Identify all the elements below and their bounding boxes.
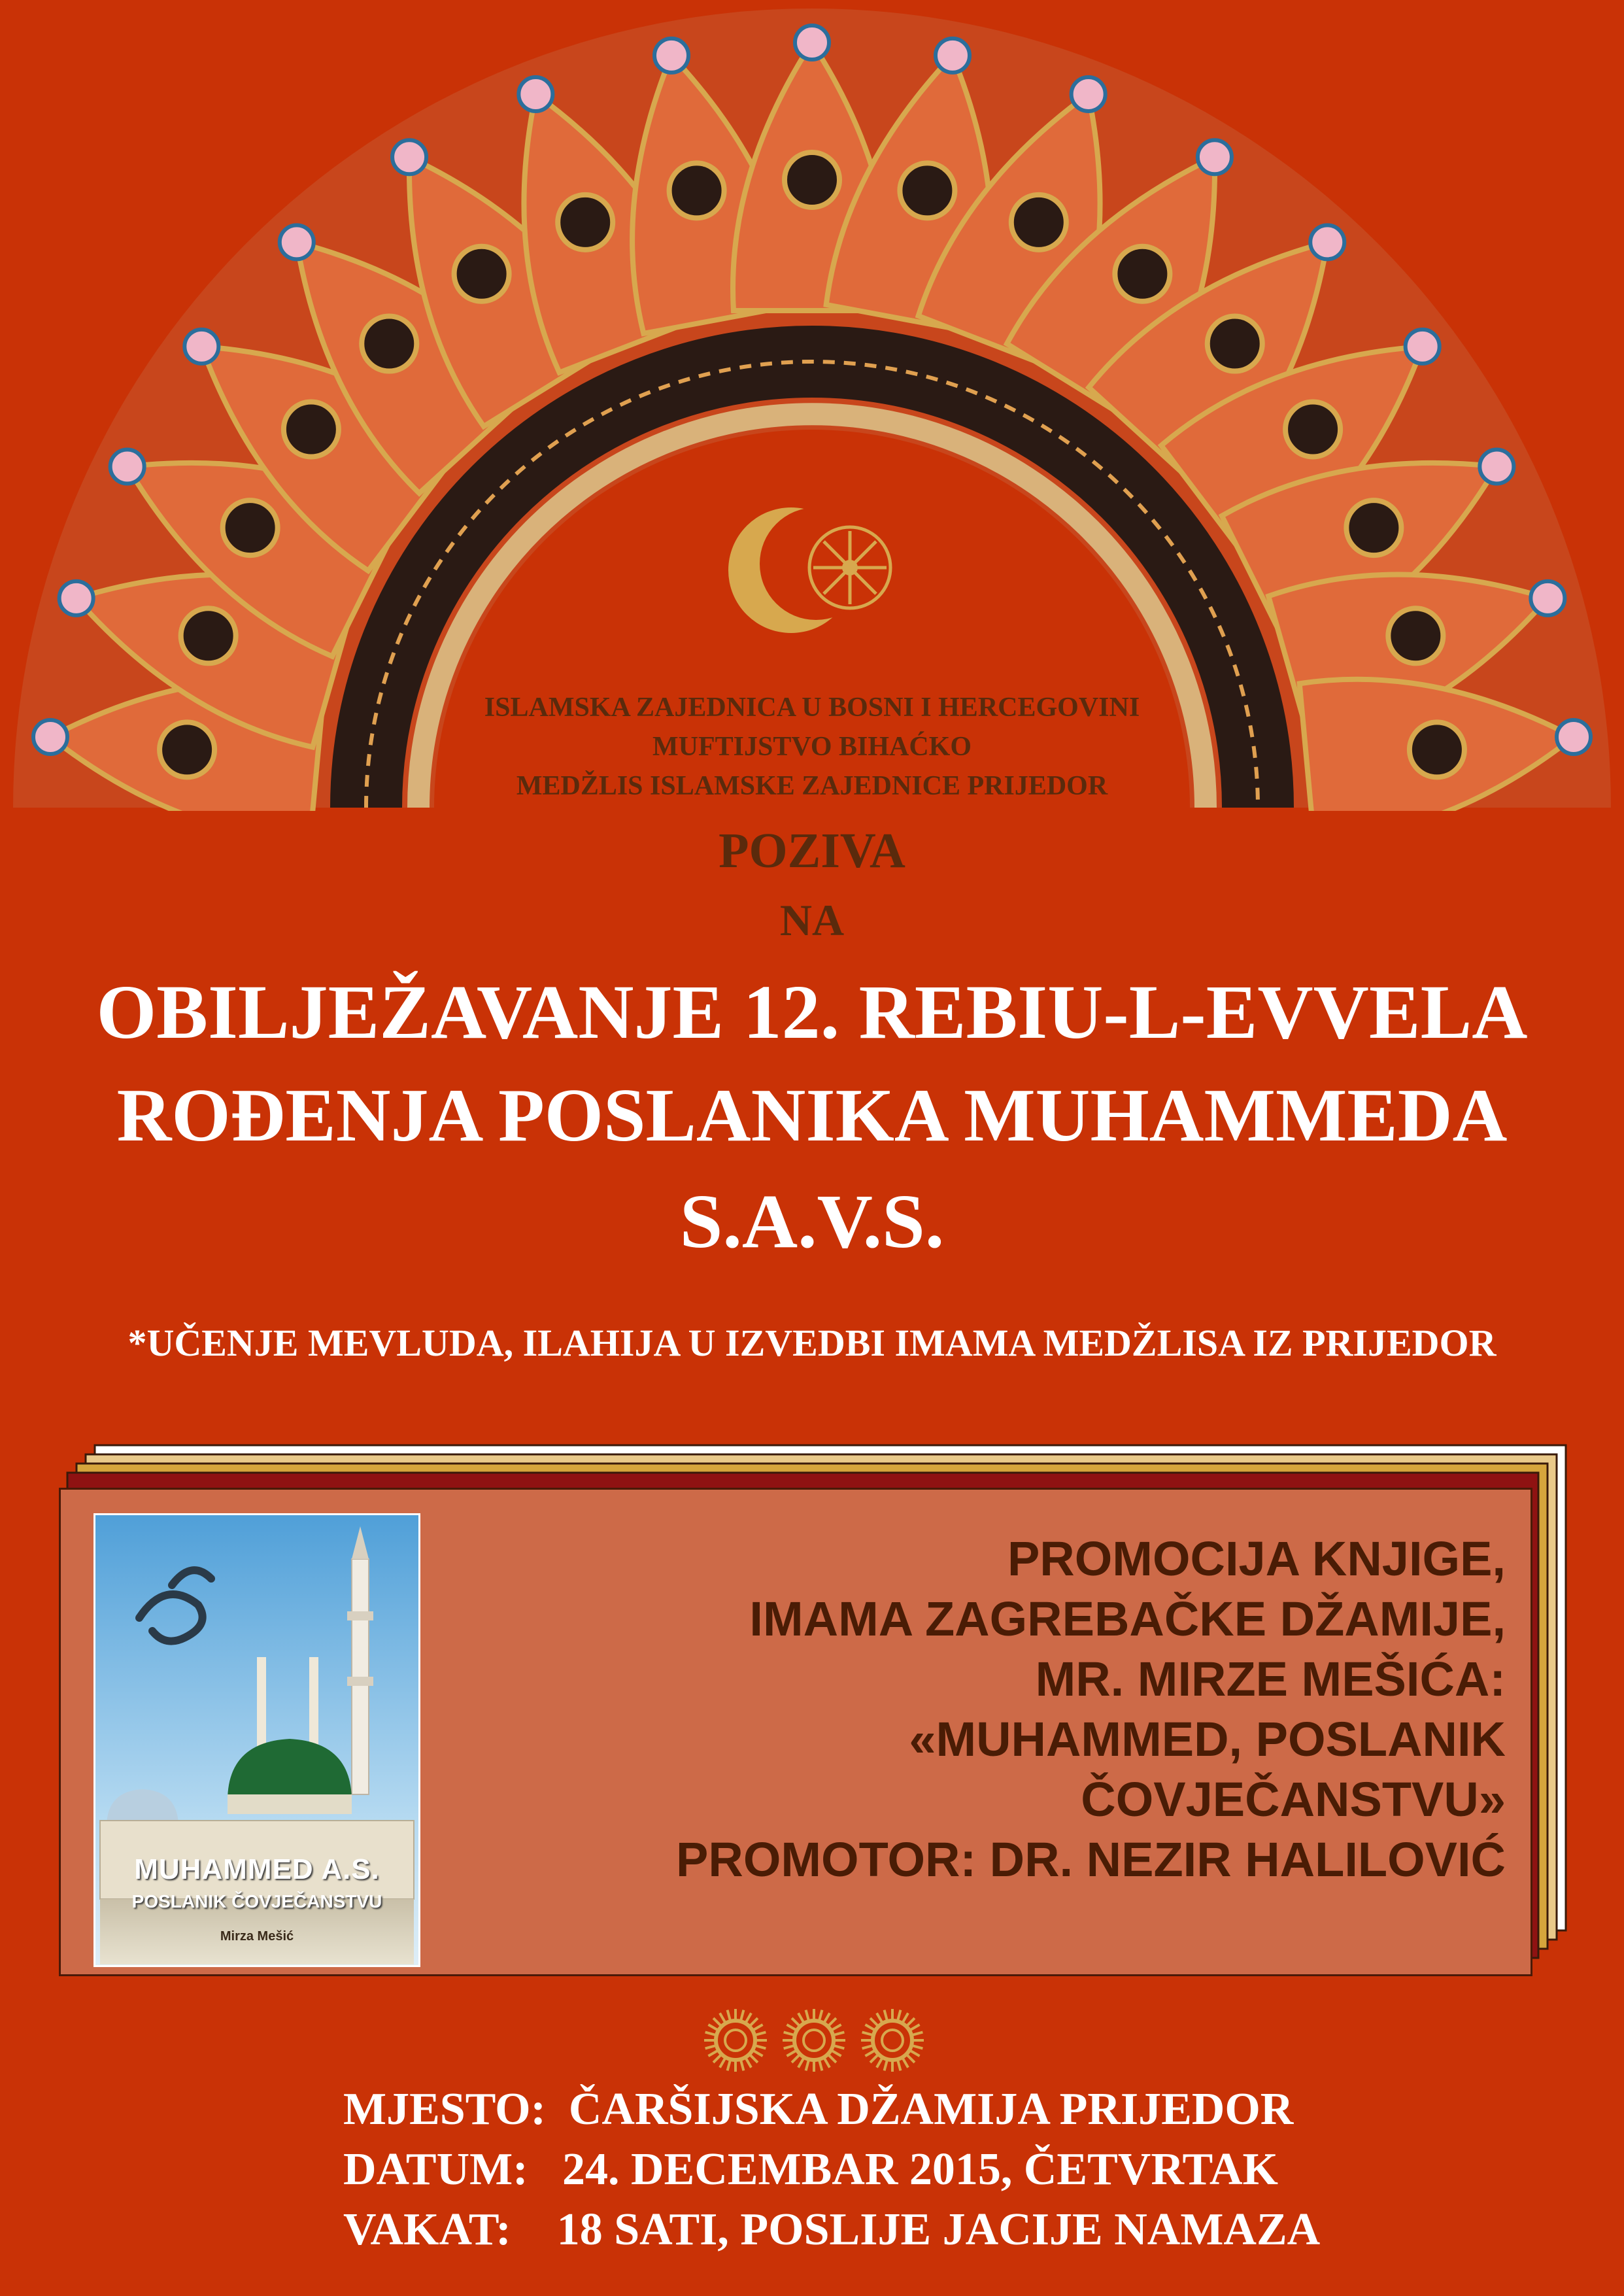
rosette-icon	[704, 2009, 767, 2072]
promotion-line: «MUHAMMED, POSLANIK	[909, 1712, 1506, 1766]
place-row	[343, 2080, 1320, 2140]
book-subtitle: POSLANIK ČOVJEČANSTVU	[131, 1891, 382, 1911]
promotion-line: MR. MIRZE MEŠIĆA:	[1035, 1652, 1506, 1706]
promotion-line: ČOVJEČANSTVU»	[1081, 1772, 1506, 1826]
org-line-3: MEDŽLIS ISLAMSKE ZAJEDNICE PRIJEDOR	[516, 771, 1108, 801]
promotion-text	[460, 1529, 1506, 1890]
date-value: 24. DECEMBAR 2015, ČETVRTAK	[562, 2144, 1278, 2195]
org-line-1: ISLAMSKA ZAJEDNICA U BOSNI I HERCEGOVINI	[484, 693, 1140, 723]
book-title: MUHAMMED A.S.	[134, 1853, 380, 1885]
date-row	[343, 2140, 1320, 2200]
book-promotion-panel	[59, 1488, 1532, 1976]
invite-na: NA	[779, 895, 845, 945]
time-label: VAKAT:	[343, 2204, 511, 2255]
event-title-line-3: S.A.V.S.	[679, 1178, 945, 1264]
rosette-icon	[783, 2009, 845, 2072]
time-row	[343, 2200, 1320, 2260]
event-title-line-1: OBILJEŽAVANJE 12. REBIU-L-EVVELA	[96, 969, 1528, 1055]
place-label: MJESTO:	[343, 2084, 546, 2134]
place-value: ČARŠIJSKA DŽAMIJA PRIJEDOR	[568, 2084, 1294, 2134]
event-details	[343, 2080, 1320, 2260]
invite-word: POZIVA	[719, 823, 905, 878]
time-value: 18 SATI, POSLIJE JACIJE NAMAZA	[556, 2204, 1321, 2255]
promotion-line: PROMOTOR: DR. NEZIR HALILOVIĆ	[676, 1832, 1506, 1887]
rosette-icon	[861, 2009, 924, 2072]
org-line-2: MUFTIJSTVO BIHAĆKO	[652, 732, 972, 762]
book-cover-image	[93, 1513, 420, 1967]
program-note: *UČENJE MEVLUDA, ILAHIJA U IZVEDBI IMAMA MEDŽLISA IZ PRIJEDOR	[127, 1322, 1497, 1364]
book-author: Mirza Mešić	[220, 1929, 294, 1944]
event-title-line-2: ROĐENJA POSLANIKA MUHAMMEDA	[116, 1074, 1508, 1157]
date-label: DATUM:	[343, 2144, 528, 2195]
rosette-divider	[700, 2004, 928, 2076]
promotion-line: IMAMA ZAGREBAČKE DŽAMIJE,	[749, 1592, 1506, 1646]
promotion-line: PROMOCIJA KNJIGE,	[1007, 1532, 1506, 1586]
